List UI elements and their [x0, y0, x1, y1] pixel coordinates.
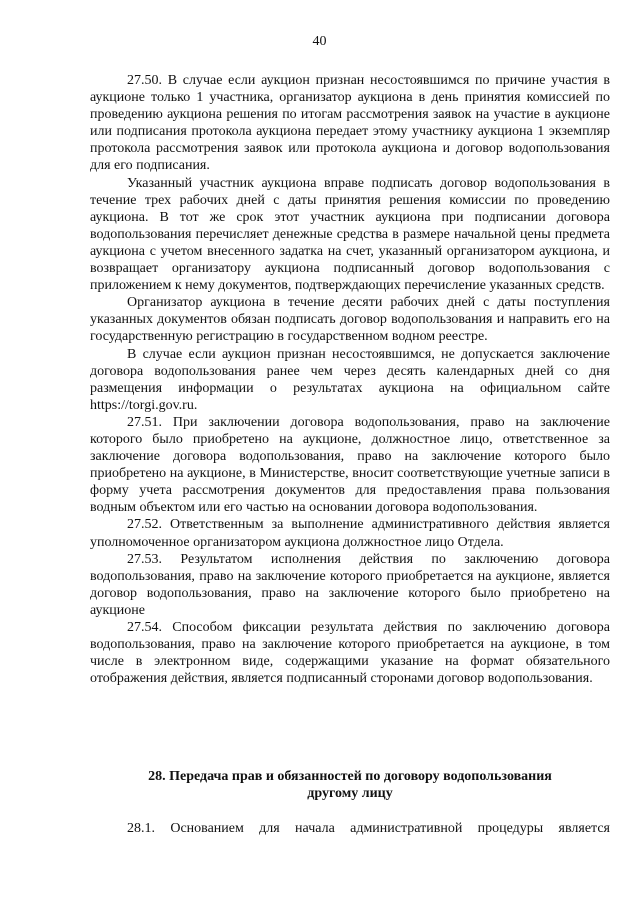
paragraph-27-50: 27.50. В случае если аукцион признан несостоявшимся по причине участия в аукционе только 1 участника, организатор аукциона в день принятия комиссией по проведению аукциона решения по итогам рассмотрения заявок на участие в аукционе или подписания протокола аукциона передает этому участнику аукциона 1 экземпляр протокола рассмотрения заявок или протокола аукциона и договор водопользования для его подписания. [90, 73, 610, 174]
section-heading-28 [90, 768, 610, 802]
paragraph-27-54: 27.54. Способом фиксации результата действия по заключению договора водопользования, право на заключение которого приобретается на аукционе, в том числе в электронном виде, содержащими указание на формат обязательного отображения действия, является подписанный сторонами договор водопользования. [90, 620, 610, 687]
section-heading-line-2: другому лицу [307, 786, 393, 801]
page-number: 40 [312, 34, 327, 49]
paragraph-27-50-failed-auction: В случае если аукцион признан несостоявшимся, не допускается заключение договора водопользования ранее чем через десять календарных дней со дня размещения информации о результатах аукциона на официальном сайте https://torgi.gov.ru. [90, 346, 610, 413]
paragraph-27-53: 27.53. Результатом исполнения действия по заключению договора водопользования, право на заключение которого приобретается на аукционе, является договор водопользования, право на заключение которого было приобретено на аукционе [90, 551, 610, 618]
document-body [90, 72, 610, 687]
paragraph-27-50-organizer-duties: Организатор аукциона в течение десяти рабочих дней с даты поступления указанных документов обязан подписать договор водопользования и направить его на государственную регистрацию в государственном водном реестре. [90, 295, 610, 345]
paragraph-28-1: 28.1. Основанием для начала административной процедуры является [127, 821, 610, 836]
paragraph-27-50-participant-rights: Указанный участник аукциона вправе подписать договор водопользования в течение трех рабочих дней с даты принятия решения комиссии по проведению аукциона. В тот же срок этот участник аукциона при подписании договора водопользования перечисляет денежные средства в размере начальной цены предмета аукциона с учетом внесенного задатка на счет, указанный организатором аукциона, и возвращает организатору аукциона подписанный договор водопользования с приложением к нему документов, подтверждающих перечисление указанных средств. [90, 175, 610, 294]
section-heading-line-1: 28. Передача прав и обязанностей по договору водопользования [148, 769, 552, 784]
paragraph-27-51: 27.51. При заключении договора водопользования, право на заключение которого было приобретено на аукционе, должностное лицо, ответственное за заключение договора водопользования, право на заключение которого было приобретено на аукционе, в Министерстве, вносит соответствующие учетные записи в форму учета рассмотрения документов для предоставления права пользования водным объектом или его частью на основании договора водопользования. [90, 414, 610, 516]
paragraph-27-52: 27.52. Ответственным за выполнение административного действия является уполномоченное организатором аукциона должностное лицо Отдела. [90, 517, 610, 550]
